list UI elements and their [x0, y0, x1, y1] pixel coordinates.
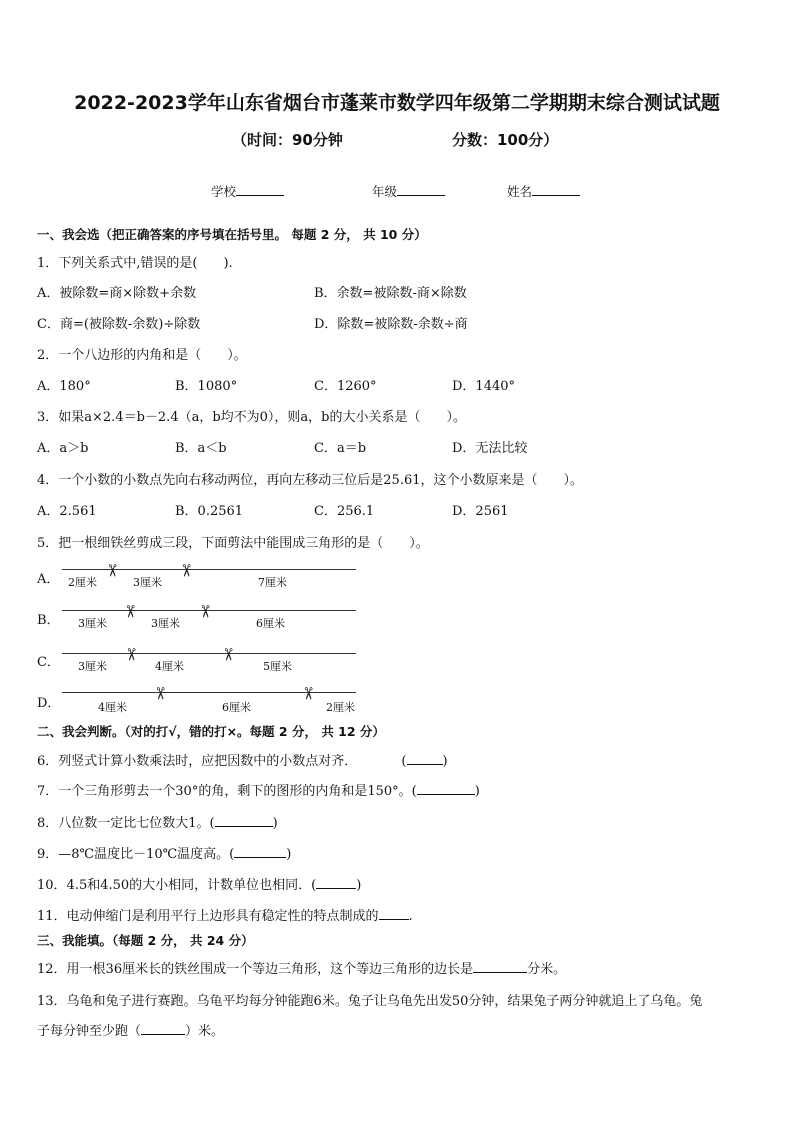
q1-option-c[interactable]: C．商=(被除数-余数)÷除数	[37, 317, 201, 332]
segment-label: 6厘米	[222, 701, 251, 714]
q3-option-c[interactable]: C．a＝b	[314, 441, 367, 456]
q7-answer-blank[interactable]	[417, 782, 475, 795]
grade-blank[interactable]	[397, 183, 445, 196]
q13-unit: ）米。	[185, 1024, 225, 1039]
scissors-icon: ✂	[149, 686, 170, 701]
q3-option-b[interactable]: B．a＜b	[175, 441, 227, 456]
segment-label: 6厘米	[256, 617, 285, 630]
score-label: 分数：100分）	[452, 131, 559, 149]
q13-line1: 13．乌龟和兔子进行赛跑。乌龟平均每分钟能跑6米。兔子让乌龟先出发50分钟，结果兔子两分钟就追上了乌龟。兔	[37, 994, 703, 1009]
q1-option-d[interactable]: D．除数=被除数-余数÷商	[314, 317, 468, 332]
time-label: （时间：90分钟	[232, 131, 343, 149]
segment-label: 5厘米	[263, 660, 292, 673]
q13-text: 子每分钟至少跑（	[37, 1024, 142, 1039]
name-label: 姓名	[507, 184, 533, 199]
q2-option-d[interactable]: D．1440°	[452, 379, 516, 394]
q12-unit: 分米。	[527, 962, 567, 977]
q11-text: 11．电动伸缩门是利用平行上边形具有稳定性的特点制成的	[37, 909, 379, 924]
q5-stem: 5．把一根细铁丝剪成三段，下面剪法中能围成三角形的是（ ）。	[37, 536, 429, 551]
name-field	[507, 182, 580, 200]
scissors-icon: ✂	[297, 686, 318, 701]
q5-option-a-letter: A．	[37, 572, 60, 587]
name-blank[interactable]	[532, 183, 580, 196]
scissors-icon: ✂	[194, 604, 215, 619]
q7: 7．一个三角形剪去一个30°的角，剩下的图形的内角和是150°。( )	[37, 784, 480, 799]
q12-text: 12．用一根36厘米长的铁丝围成一个等边三角形，这个等边三角形的边长是	[37, 962, 474, 977]
q7-text: 7．一个三角形剪去一个30°的角，剩下的图形的内角和是150°。	[37, 784, 412, 799]
q2-stem: 2．一个八边形的内角和是（ ）。	[37, 348, 247, 363]
segment-label: 2厘米	[68, 576, 97, 589]
segment-label: 3厘米	[78, 660, 107, 673]
q12-answer-blank[interactable]	[473, 960, 527, 973]
grade-label: 年级	[372, 184, 398, 199]
wire-line	[62, 653, 356, 654]
q6: 6．列竖式计算小数乘法时，应把因数中的小数点对齐． ( )	[37, 754, 448, 769]
q1-option-a[interactable]: A．被除数=商×除数+余数	[37, 286, 197, 301]
q3-option-a[interactable]: A．a＞b	[37, 441, 89, 456]
segment-label: 4厘米	[98, 701, 127, 714]
q13-answer-blank[interactable]	[141, 1022, 185, 1035]
q1-option-b[interactable]: B．余数=被除数-商×除数	[314, 286, 467, 301]
q8-text: 8．八位数一定比七位数大1。	[37, 816, 210, 831]
q3-option-d[interactable]: D．无法比较	[452, 441, 528, 456]
scissors-icon: ✂	[101, 563, 122, 578]
q11: 11．电动伸缩门是利用平行上边形具有稳定性的特点制成的 .	[37, 909, 413, 924]
q5-option-b-letter: B．	[37, 613, 60, 628]
scissors-icon: ✂	[175, 563, 196, 578]
grade-field	[372, 182, 445, 200]
q12	[37, 958, 566, 977]
q4-option-d[interactable]: D．2561	[452, 504, 509, 519]
q5-option-d-letter: D．	[37, 696, 61, 711]
q10: 10．4.5和4.50的大小相同，计数单位也相同．( )	[37, 878, 362, 893]
q2-option-b[interactable]: B．1080°	[175, 379, 238, 394]
q9: 9．—8℃温度比－10℃温度高。( )	[37, 847, 292, 862]
q10-answer-blank[interactable]	[316, 876, 356, 889]
segment-label: 3厘米	[78, 617, 107, 630]
section1-heading: 一、我会选（把正确答案的序号填在括号里。 每题 2 分， 共 10 分）	[37, 227, 427, 242]
school-field	[211, 182, 284, 200]
q8-answer-blank[interactable]	[215, 814, 273, 827]
q9-text: 9．—8℃温度比－10℃温度高。	[37, 847, 230, 862]
q10-text: 10．4.5和4.50的大小相同，计数单位也相同．	[37, 878, 312, 893]
school-blank[interactable]	[236, 183, 284, 196]
q1-stem: 1．下列关系式中,错误的是( ).	[37, 256, 233, 271]
segment-label: 2厘米	[326, 701, 355, 714]
q2-option-c[interactable]: C．1260°	[314, 379, 377, 394]
segment-label: 4厘米	[155, 660, 184, 673]
scissors-icon: ✂	[217, 647, 238, 662]
q4-option-a[interactable]: A．2.561	[37, 504, 97, 519]
section3-heading: 三、我能填。（每题 2 分， 共 24 分）	[37, 933, 254, 948]
q9-answer-blank[interactable]	[234, 845, 286, 858]
q13-line2	[37, 1020, 224, 1039]
q11-answer-blank[interactable]	[379, 907, 409, 920]
q5-option-c-letter: C．	[37, 655, 60, 670]
school-label: 学校	[211, 184, 237, 199]
q6-text: 6．列竖式计算小数乘法时，应把因数中的小数点对齐．	[37, 754, 358, 769]
segment-label: 7厘米	[258, 576, 287, 589]
page-title: 2022-2023学年山东省烟台市蓬莱市数学四年级第二学期期末综合测试试题	[74, 92, 720, 114]
q2-option-a[interactable]: A．180°	[37, 379, 91, 394]
q6-answer-blank[interactable]	[407, 752, 443, 765]
q8: 8．八位数一定比七位数大1。( )	[37, 816, 278, 831]
section2-heading: 二、我会判断。（对的打√，错的打×。每题 2 分， 共 12 分）	[37, 724, 385, 739]
scissors-icon: ✂	[119, 604, 140, 619]
segment-label: 3厘米	[133, 576, 162, 589]
segment-label: 3厘米	[151, 617, 180, 630]
q3-stem: 3．如果a×2.4＝b－2.4（a，b均不为0），则a，b的大小关系是（ ）。	[37, 410, 467, 425]
q4-option-c[interactable]: C．256.1	[314, 504, 375, 519]
q4-stem: 4．一个小数的小数点先向右移动两位，再向左移动三位后是25.61，这个小数原来是（ ）。	[37, 473, 583, 488]
q4-option-b[interactable]: B．0.2561	[175, 504, 244, 519]
scissors-icon: ✂	[120, 647, 141, 662]
